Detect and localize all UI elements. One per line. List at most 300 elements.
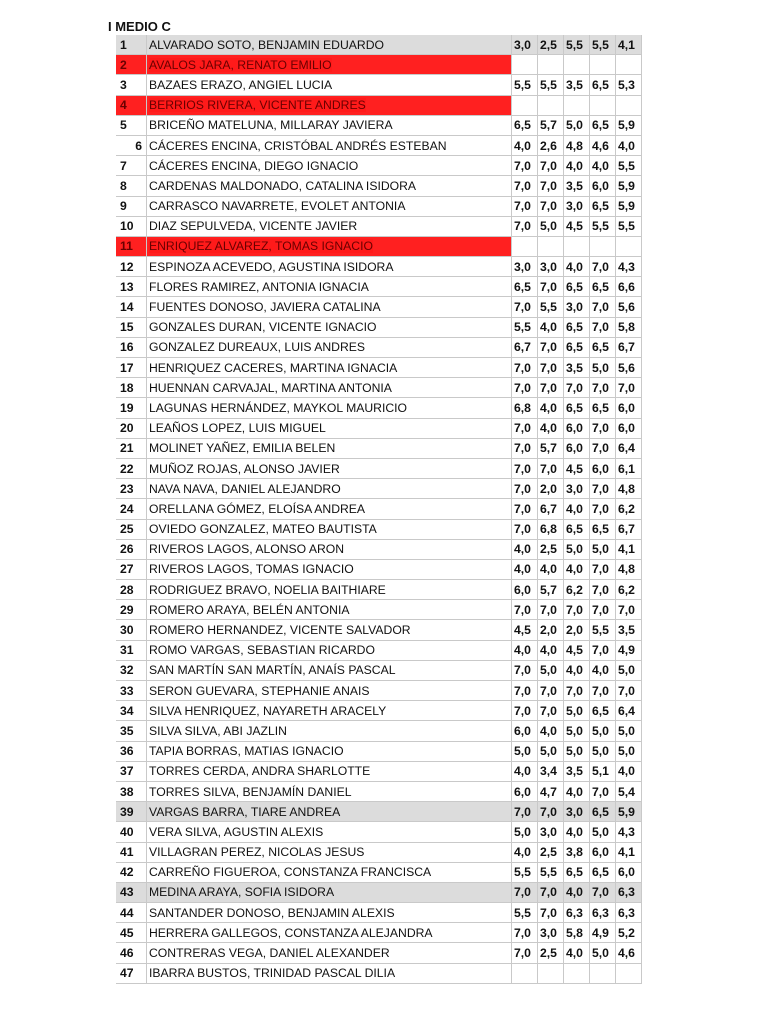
row-number[interactable]: 7 xyxy=(116,156,147,176)
grade-cell[interactable]: 7,0 xyxy=(512,701,538,721)
grade-cell[interactable]: 5,5 xyxy=(616,216,642,236)
grade-cell[interactable]: 5,8 xyxy=(564,923,590,943)
student-name[interactable] xyxy=(147,660,512,680)
grade-cell[interactable]: 7,0 xyxy=(512,882,538,902)
row-number[interactable]: 21 xyxy=(116,438,147,458)
grade-cell[interactable]: 7,0 xyxy=(538,337,564,357)
student-name[interactable] xyxy=(147,398,512,418)
grade-cell[interactable]: 5,5 xyxy=(564,35,590,55)
grade-cell[interactable]: 3,0 xyxy=(564,802,590,822)
grade-cell[interactable]: 6,5 xyxy=(590,802,616,822)
grade-cell[interactable] xyxy=(616,55,642,75)
grade-cell[interactable]: 6,0 xyxy=(512,580,538,600)
grade-cell[interactable]: 7,0 xyxy=(538,681,564,701)
grade-cell[interactable]: 5,9 xyxy=(616,802,642,822)
grade-cell[interactable] xyxy=(512,55,538,75)
student-name[interactable] xyxy=(147,963,512,983)
student-name[interactable] xyxy=(147,216,512,236)
student-name[interactable] xyxy=(147,176,512,196)
grade-cell[interactable]: 4,0 xyxy=(616,135,642,155)
grade-cell[interactable]: 4,0 xyxy=(538,559,564,579)
grade-cell[interactable]: 6,0 xyxy=(616,418,642,438)
grade-cell[interactable]: 6,3 xyxy=(616,903,642,923)
grade-cell[interactable]: 6,0 xyxy=(564,438,590,458)
grade-cell[interactable]: 6,7 xyxy=(538,499,564,519)
row-number[interactable]: 12 xyxy=(116,257,147,277)
grade-cell[interactable]: 4,0 xyxy=(564,499,590,519)
grade-cell[interactable]: 5,2 xyxy=(616,923,642,943)
grade-cell[interactable]: 7,0 xyxy=(590,600,616,620)
row-number[interactable]: 4 xyxy=(116,95,147,115)
row-number[interactable]: 11 xyxy=(116,236,147,256)
row-number[interactable]: 31 xyxy=(116,640,147,660)
student-name[interactable] xyxy=(147,297,512,317)
grade-cell[interactable]: 7,0 xyxy=(538,903,564,923)
grade-cell[interactable]: 3,0 xyxy=(512,257,538,277)
grade-cell[interactable]: 5,0 xyxy=(564,741,590,761)
grade-cell[interactable]: 6,5 xyxy=(590,337,616,357)
grade-cell[interactable]: 5,8 xyxy=(616,317,642,337)
grade-cell[interactable]: 7,0 xyxy=(590,378,616,398)
grade-cell[interactable]: 4,6 xyxy=(590,135,616,155)
grade-cell[interactable]: 3,0 xyxy=(564,479,590,499)
row-number[interactable]: 45 xyxy=(116,923,147,943)
row-number[interactable]: 22 xyxy=(116,458,147,478)
student-name[interactable] xyxy=(147,943,512,963)
grade-cell[interactable]: 6,5 xyxy=(512,115,538,135)
student-name[interactable] xyxy=(147,600,512,620)
grade-cell[interactable]: 5,1 xyxy=(590,761,616,781)
grade-cell[interactable]: 5,4 xyxy=(616,781,642,801)
grade-cell[interactable]: 7,0 xyxy=(616,681,642,701)
grade-cell[interactable]: 6,5 xyxy=(590,398,616,418)
student-name[interactable] xyxy=(147,539,512,559)
grade-cell[interactable] xyxy=(590,95,616,115)
grade-cell[interactable] xyxy=(538,95,564,115)
row-number[interactable]: 29 xyxy=(116,600,147,620)
grade-cell[interactable]: 4,0 xyxy=(564,882,590,902)
grade-cell[interactable]: 6,5 xyxy=(564,398,590,418)
grade-cell[interactable]: 3,5 xyxy=(564,358,590,378)
grade-cell[interactable]: 6,0 xyxy=(512,721,538,741)
grade-cell[interactable]: 6,0 xyxy=(512,781,538,801)
grade-cell[interactable] xyxy=(616,95,642,115)
student-name[interactable] xyxy=(147,358,512,378)
grade-cell[interactable]: 6,0 xyxy=(564,418,590,438)
grade-cell[interactable]: 6,7 xyxy=(616,337,642,357)
student-name[interactable] xyxy=(147,317,512,337)
student-name[interactable] xyxy=(147,35,512,55)
grade-cell[interactable]: 5,0 xyxy=(590,358,616,378)
grade-cell[interactable]: 4,0 xyxy=(564,660,590,680)
grade-cell[interactable]: 6,2 xyxy=(564,580,590,600)
grade-cell[interactable]: 6,5 xyxy=(590,862,616,882)
row-number[interactable]: 42 xyxy=(116,862,147,882)
grade-cell[interactable]: 5,0 xyxy=(564,539,590,559)
grade-cell[interactable]: 6,5 xyxy=(564,277,590,297)
grade-cell[interactable]: 5,7 xyxy=(538,115,564,135)
grade-cell[interactable]: 4,8 xyxy=(564,135,590,155)
grade-cell[interactable]: 4,8 xyxy=(616,559,642,579)
grade-cell[interactable]: 7,0 xyxy=(590,681,616,701)
student-name[interactable] xyxy=(147,519,512,539)
grade-cell[interactable]: 4,0 xyxy=(616,761,642,781)
grade-cell[interactable]: 7,0 xyxy=(538,882,564,902)
grade-cell[interactable]: 7,0 xyxy=(512,943,538,963)
grade-cell[interactable] xyxy=(538,236,564,256)
grade-cell[interactable] xyxy=(564,55,590,75)
grade-cell[interactable]: 7,0 xyxy=(512,600,538,620)
grade-cell[interactable]: 7,0 xyxy=(512,438,538,458)
row-number[interactable]: 19 xyxy=(116,398,147,418)
grade-cell[interactable]: 4,0 xyxy=(564,822,590,842)
grade-cell[interactable]: 6,6 xyxy=(616,277,642,297)
grade-cell[interactable]: 7,0 xyxy=(590,479,616,499)
grade-cell[interactable]: 7,0 xyxy=(538,701,564,721)
grade-cell[interactable] xyxy=(538,963,564,983)
grade-cell[interactable]: 6,2 xyxy=(616,580,642,600)
row-number[interactable]: 47 xyxy=(116,963,147,983)
grade-cell[interactable]: 5,0 xyxy=(590,539,616,559)
student-name[interactable] xyxy=(147,236,512,256)
grade-cell[interactable]: 5,6 xyxy=(616,358,642,378)
row-number[interactable]: 38 xyxy=(116,781,147,801)
grade-cell[interactable]: 5,0 xyxy=(590,721,616,741)
grade-cell[interactable]: 4,0 xyxy=(564,257,590,277)
grade-cell[interactable]: 7,0 xyxy=(616,378,642,398)
grade-cell[interactable]: 3,0 xyxy=(538,822,564,842)
grade-cell[interactable]: 7,0 xyxy=(538,458,564,478)
grade-cell[interactable]: 3,5 xyxy=(616,620,642,640)
grade-cell[interactable]: 5,0 xyxy=(616,660,642,680)
grade-cell[interactable]: 4,0 xyxy=(564,943,590,963)
grade-cell[interactable]: 5,0 xyxy=(564,721,590,741)
grade-cell[interactable]: 5,6 xyxy=(616,297,642,317)
grade-cell[interactable]: 4,0 xyxy=(590,660,616,680)
student-name[interactable] xyxy=(147,277,512,297)
grade-cell[interactable]: 3,0 xyxy=(538,257,564,277)
grade-cell[interactable]: 5,5 xyxy=(512,862,538,882)
grade-cell[interactable]: 6,0 xyxy=(616,862,642,882)
student-name[interactable] xyxy=(147,135,512,155)
grade-cell[interactable]: 5,0 xyxy=(590,943,616,963)
grade-cell[interactable]: 7,0 xyxy=(590,640,616,660)
grade-cell[interactable]: 5,5 xyxy=(512,317,538,337)
grade-cell[interactable]: 4,1 xyxy=(616,842,642,862)
student-name[interactable] xyxy=(147,418,512,438)
grade-cell[interactable]: 6,5 xyxy=(590,115,616,135)
grade-cell[interactable]: 4,0 xyxy=(538,418,564,438)
row-number[interactable]: 13 xyxy=(116,277,147,297)
grade-cell[interactable]: 6,5 xyxy=(590,701,616,721)
grade-cell[interactable]: 4,7 xyxy=(538,781,564,801)
grade-cell[interactable]: 6,1 xyxy=(616,458,642,478)
grade-cell[interactable]: 2,0 xyxy=(564,620,590,640)
grade-cell[interactable]: 7,0 xyxy=(590,297,616,317)
student-name[interactable] xyxy=(147,620,512,640)
grade-cell[interactable]: 4,1 xyxy=(616,35,642,55)
grade-cell[interactable]: 5,5 xyxy=(590,35,616,55)
grade-cell[interactable]: 5,5 xyxy=(590,620,616,640)
student-name[interactable] xyxy=(147,741,512,761)
grade-cell[interactable]: 4,1 xyxy=(616,539,642,559)
row-number[interactable]: 41 xyxy=(116,842,147,862)
grade-cell[interactable]: 7,0 xyxy=(590,317,616,337)
grade-cell[interactable]: 7,0 xyxy=(538,802,564,822)
student-name[interactable] xyxy=(147,903,512,923)
grade-cell[interactable]: 5,5 xyxy=(590,216,616,236)
row-number[interactable]: 3 xyxy=(116,75,147,95)
grade-cell[interactable]: 6,8 xyxy=(512,398,538,418)
grade-cell[interactable]: 6,4 xyxy=(616,438,642,458)
grade-cell[interactable]: 7,0 xyxy=(512,358,538,378)
grade-cell[interactable]: 4,5 xyxy=(512,620,538,640)
grade-cell[interactable]: 7,0 xyxy=(590,580,616,600)
grade-cell[interactable]: 5,5 xyxy=(512,903,538,923)
row-number[interactable]: 9 xyxy=(116,196,147,216)
grade-cell[interactable]: 3,0 xyxy=(538,923,564,943)
student-name[interactable] xyxy=(147,337,512,357)
grade-cell[interactable]: 7,0 xyxy=(590,781,616,801)
grade-cell[interactable]: 6,2 xyxy=(616,499,642,519)
grade-cell[interactable]: 7,0 xyxy=(512,378,538,398)
grade-cell[interactable]: 7,0 xyxy=(512,418,538,438)
grade-cell[interactable]: 5,5 xyxy=(538,862,564,882)
grade-cell[interactable]: 6,0 xyxy=(616,398,642,418)
grade-cell[interactable]: 4,3 xyxy=(616,822,642,842)
grade-cell[interactable]: 7,0 xyxy=(512,660,538,680)
grade-cell[interactable]: 5,0 xyxy=(616,741,642,761)
grade-cell[interactable]: 4,0 xyxy=(564,559,590,579)
row-number[interactable]: 1 xyxy=(116,35,147,55)
grade-cell[interactable]: 3,5 xyxy=(564,75,590,95)
grade-cell[interactable]: 6,5 xyxy=(590,519,616,539)
grade-cell[interactable]: 7,0 xyxy=(512,216,538,236)
row-number[interactable]: 28 xyxy=(116,580,147,600)
grade-cell[interactable]: 5,7 xyxy=(538,580,564,600)
grade-cell[interactable] xyxy=(616,236,642,256)
row-number[interactable]: 10 xyxy=(116,216,147,236)
grade-cell[interactable]: 7,0 xyxy=(538,600,564,620)
grade-cell[interactable]: 6,4 xyxy=(616,701,642,721)
student-name[interactable] xyxy=(147,681,512,701)
grade-cell[interactable]: 5,5 xyxy=(538,75,564,95)
grade-cell[interactable]: 6,5 xyxy=(512,277,538,297)
grade-cell[interactable]: 3,0 xyxy=(564,196,590,216)
row-number[interactable]: 40 xyxy=(116,822,147,842)
grade-cell[interactable]: 4,5 xyxy=(564,216,590,236)
student-name[interactable] xyxy=(147,75,512,95)
grade-cell[interactable]: 7,0 xyxy=(512,479,538,499)
row-number[interactable]: 23 xyxy=(116,479,147,499)
student-name[interactable] xyxy=(147,822,512,842)
grade-cell[interactable]: 5,0 xyxy=(564,701,590,721)
row-number[interactable]: 35 xyxy=(116,721,147,741)
student-name[interactable] xyxy=(147,580,512,600)
grade-cell[interactable] xyxy=(512,95,538,115)
grade-cell[interactable]: 7,0 xyxy=(590,499,616,519)
row-number[interactable]: 30 xyxy=(116,620,147,640)
grade-cell[interactable]: 7,0 xyxy=(512,802,538,822)
grade-cell[interactable]: 6,0 xyxy=(590,842,616,862)
student-name[interactable] xyxy=(147,458,512,478)
grade-cell[interactable] xyxy=(590,963,616,983)
grade-cell[interactable] xyxy=(590,236,616,256)
grade-cell[interactable]: 3,0 xyxy=(512,35,538,55)
grade-cell[interactable]: 5,0 xyxy=(590,741,616,761)
grade-cell[interactable]: 6,5 xyxy=(590,277,616,297)
row-number[interactable]: 26 xyxy=(116,539,147,559)
row-number[interactable]: 20 xyxy=(116,418,147,438)
grade-cell[interactable]: 5,9 xyxy=(616,115,642,135)
grade-cell[interactable]: 4,0 xyxy=(512,640,538,660)
student-name[interactable] xyxy=(147,156,512,176)
grade-cell[interactable]: 7,0 xyxy=(512,297,538,317)
grade-cell[interactable]: 3,5 xyxy=(564,176,590,196)
row-number[interactable]: 18 xyxy=(116,378,147,398)
row-number[interactable]: 2 xyxy=(116,55,147,75)
grade-cell[interactable]: 5,0 xyxy=(564,115,590,135)
row-number[interactable]: 6 xyxy=(116,135,147,155)
grade-cell[interactable]: 7,0 xyxy=(590,418,616,438)
grade-cell[interactable]: 7,0 xyxy=(538,176,564,196)
grade-cell[interactable]: 2,0 xyxy=(538,479,564,499)
grade-cell[interactable] xyxy=(564,963,590,983)
grade-cell[interactable]: 6,5 xyxy=(590,196,616,216)
grade-cell[interactable] xyxy=(616,963,642,983)
grade-cell[interactable]: 2,5 xyxy=(538,943,564,963)
grade-cell[interactable]: 7,0 xyxy=(538,277,564,297)
row-number[interactable]: 36 xyxy=(116,741,147,761)
grade-cell[interactable]: 6,3 xyxy=(590,903,616,923)
grade-cell[interactable]: 3,0 xyxy=(564,297,590,317)
grade-cell[interactable]: 4,9 xyxy=(616,640,642,660)
grade-cell[interactable]: 2,6 xyxy=(538,135,564,155)
grade-cell[interactable]: 4,6 xyxy=(616,943,642,963)
row-number[interactable]: 8 xyxy=(116,176,147,196)
grade-cell[interactable]: 7,0 xyxy=(512,681,538,701)
grade-cell[interactable]: 4,5 xyxy=(564,640,590,660)
grade-cell[interactable]: 6,5 xyxy=(564,862,590,882)
grade-cell[interactable]: 4,0 xyxy=(538,317,564,337)
grade-cell[interactable]: 7,0 xyxy=(512,156,538,176)
grade-cell[interactable]: 7,0 xyxy=(590,882,616,902)
row-number[interactable]: 17 xyxy=(116,358,147,378)
row-number[interactable]: 34 xyxy=(116,701,147,721)
grade-cell[interactable]: 2,5 xyxy=(538,842,564,862)
grade-cell[interactable]: 4,0 xyxy=(538,640,564,660)
grade-cell[interactable]: 4,0 xyxy=(538,398,564,418)
row-number[interactable]: 32 xyxy=(116,660,147,680)
grade-cell[interactable]: 5,9 xyxy=(616,176,642,196)
grade-cell[interactable]: 4,0 xyxy=(512,559,538,579)
grade-cell[interactable]: 4,0 xyxy=(538,721,564,741)
grade-cell[interactable]: 4,0 xyxy=(512,842,538,862)
student-name[interactable] xyxy=(147,882,512,902)
student-name[interactable] xyxy=(147,701,512,721)
grade-cell[interactable]: 7,0 xyxy=(616,600,642,620)
grade-cell[interactable]: 6,5 xyxy=(564,317,590,337)
grade-cell[interactable]: 5,5 xyxy=(616,156,642,176)
grade-cell[interactable]: 3,5 xyxy=(564,761,590,781)
grade-cell[interactable]: 4,0 xyxy=(512,135,538,155)
grade-cell[interactable]: 7,0 xyxy=(590,257,616,277)
student-name[interactable] xyxy=(147,115,512,135)
grade-cell[interactable]: 6,7 xyxy=(616,519,642,539)
grade-cell[interactable] xyxy=(538,55,564,75)
grade-cell[interactable]: 7,0 xyxy=(538,196,564,216)
student-name[interactable] xyxy=(147,761,512,781)
student-name[interactable] xyxy=(147,499,512,519)
grade-cell[interactable]: 5,5 xyxy=(512,75,538,95)
student-name[interactable] xyxy=(147,378,512,398)
student-name[interactable] xyxy=(147,55,512,75)
row-number[interactable]: 39 xyxy=(116,802,147,822)
row-number[interactable]: 33 xyxy=(116,681,147,701)
grade-cell[interactable]: 5,3 xyxy=(616,75,642,95)
grade-cell[interactable] xyxy=(512,236,538,256)
row-number[interactable]: 46 xyxy=(116,943,147,963)
grade-cell[interactable]: 7,0 xyxy=(590,438,616,458)
grade-cell[interactable] xyxy=(564,236,590,256)
grade-cell[interactable]: 7,0 xyxy=(590,559,616,579)
student-name[interactable] xyxy=(147,479,512,499)
grade-cell[interactable]: 4,9 xyxy=(590,923,616,943)
grade-cell[interactable] xyxy=(564,95,590,115)
grade-cell[interactable]: 2,5 xyxy=(538,35,564,55)
grade-cell[interactable]: 7,0 xyxy=(512,176,538,196)
grade-cell[interactable]: 7,0 xyxy=(564,378,590,398)
grade-cell[interactable]: 6,5 xyxy=(590,75,616,95)
grade-cell[interactable]: 7,0 xyxy=(538,378,564,398)
row-number[interactable]: 37 xyxy=(116,761,147,781)
student-name[interactable] xyxy=(147,781,512,801)
grade-cell[interactable]: 5,0 xyxy=(590,822,616,842)
grade-cell[interactable]: 6,0 xyxy=(590,176,616,196)
student-name[interactable] xyxy=(147,802,512,822)
grade-cell[interactable]: 5,0 xyxy=(616,721,642,741)
grade-cell[interactable]: 6,3 xyxy=(616,882,642,902)
grade-cell[interactable]: 4,0 xyxy=(564,156,590,176)
grade-cell[interactable]: 4,3 xyxy=(616,257,642,277)
grade-cell[interactable]: 7,0 xyxy=(512,519,538,539)
grade-cell[interactable] xyxy=(512,963,538,983)
row-number[interactable]: 16 xyxy=(116,337,147,357)
grade-cell[interactable]: 5,0 xyxy=(538,660,564,680)
grade-cell[interactable]: 6,5 xyxy=(564,337,590,357)
grade-cell[interactable]: 6,0 xyxy=(590,458,616,478)
row-number[interactable]: 43 xyxy=(116,882,147,902)
row-number[interactable]: 15 xyxy=(116,317,147,337)
grade-cell[interactable]: 5,9 xyxy=(616,196,642,216)
row-number[interactable]: 24 xyxy=(116,499,147,519)
grade-cell[interactable]: 4,5 xyxy=(564,458,590,478)
grade-cell[interactable]: 7,0 xyxy=(512,499,538,519)
grade-cell[interactable]: 6,3 xyxy=(564,903,590,923)
grade-cell[interactable]: 3,4 xyxy=(538,761,564,781)
grade-cell[interactable]: 5,7 xyxy=(538,438,564,458)
grade-cell[interactable]: 7,0 xyxy=(538,358,564,378)
grade-cell[interactable]: 4,0 xyxy=(512,539,538,559)
grade-cell[interactable]: 3,8 xyxy=(564,842,590,862)
student-name[interactable] xyxy=(147,862,512,882)
grade-cell[interactable]: 7,0 xyxy=(538,156,564,176)
grade-cell[interactable]: 7,0 xyxy=(564,681,590,701)
grade-cell[interactable]: 5,0 xyxy=(538,741,564,761)
grade-cell[interactable]: 5,0 xyxy=(512,822,538,842)
student-name[interactable] xyxy=(147,842,512,862)
grade-cell[interactable]: 4,0 xyxy=(590,156,616,176)
